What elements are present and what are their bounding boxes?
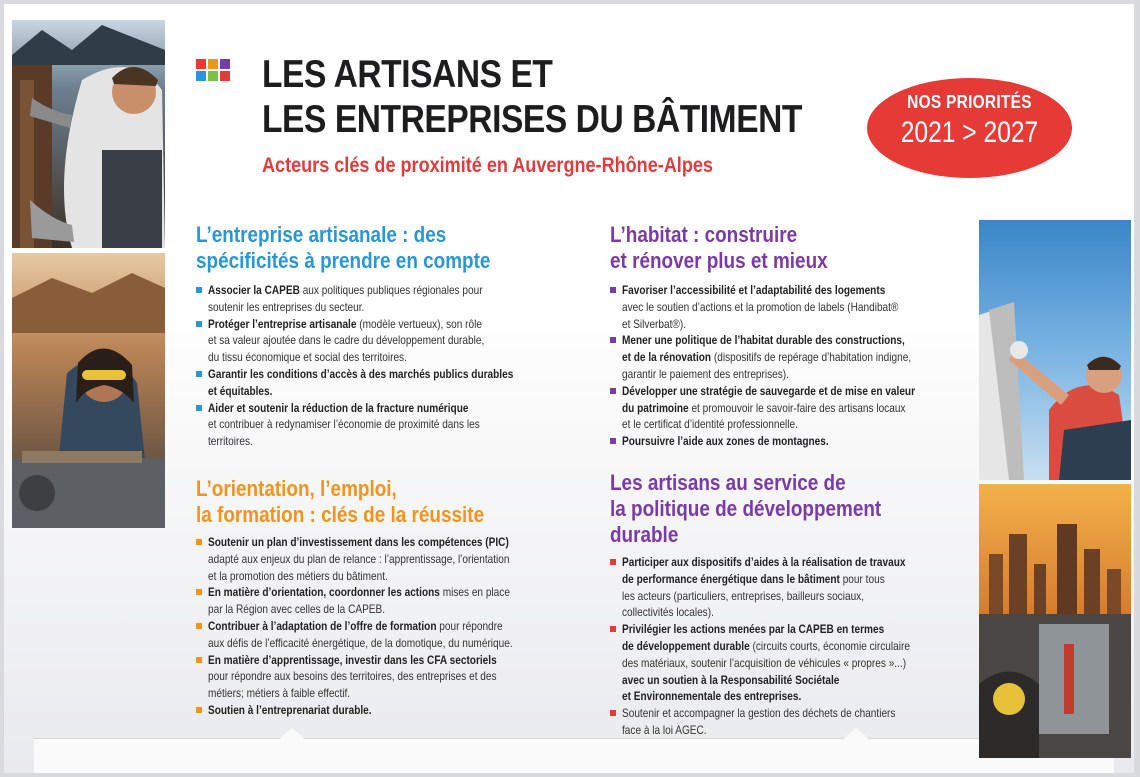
bullet-square-icon (610, 626, 616, 632)
bullet-bold-text: Soutien à l’entreprenariat durable. (208, 702, 372, 717)
bullet-line (610, 588, 965, 605)
photo-city-electrician (979, 484, 1131, 758)
logo-square (220, 71, 230, 81)
page-subtitle: Acteurs clés de proximité en Auvergne-Rhône-Alpes (262, 154, 713, 177)
bullet-line (196, 383, 571, 400)
bullet-line (196, 635, 571, 652)
bullet-text: pour tous (839, 571, 885, 586)
logo-square (208, 71, 218, 81)
bullet-bold-text: de développement durable (622, 638, 750, 653)
bullet-list (196, 282, 571, 450)
bullet-line (610, 722, 965, 739)
bullet-line (610, 332, 971, 349)
photo-carpenter-worker (12, 20, 165, 248)
logo-square (208, 59, 218, 69)
logo-square (220, 59, 230, 69)
bullet-list (196, 534, 571, 719)
bullet-line (196, 601, 571, 618)
bullet-line (196, 618, 571, 635)
bullet-bold-text: Soutenir un plan d’investissement dans les compétences (PIC) (208, 535, 509, 549)
bullet-text: mises en place (439, 585, 510, 600)
bullet-text: et le certificat d’identité professionnelle. (622, 417, 798, 432)
bullet-text: (circuits courts, économie circulaire (749, 638, 910, 653)
page-title: LES ARTISANS ET LES ENTREPRISES DU BÂTIMENT (262, 53, 802, 141)
section-orientation (196, 476, 571, 719)
bullet-line (196, 316, 571, 333)
bullet-line (610, 383, 971, 400)
bullet-line (610, 638, 965, 655)
photo-woman-workshop (12, 253, 165, 528)
bullet-line (610, 366, 971, 383)
section-durable (610, 470, 965, 739)
bullet-text: métiers; métiers à faible effectif. (208, 686, 351, 701)
bullet-line (196, 433, 571, 450)
bullet-line (610, 299, 971, 316)
bullet-text: et Silverbat®). (622, 316, 687, 331)
bullet-line (196, 366, 571, 383)
bullet-text: et sa valeur ajoutée dans le cadre du développement durable, (208, 333, 485, 348)
bullet-bold-text: et équitables. (208, 383, 273, 398)
section-heading: L’habitat : construire et rénover plus et mieux (610, 222, 828, 273)
bullet-text: garantir le paiement des entreprises). (622, 366, 789, 381)
bullet-text: collectivités locales). (622, 605, 714, 620)
badge-years: 2021 > 2027 (900, 116, 1039, 149)
bullet-text: aux défis de l’efficacité énergétique, de la domotique, du numérique. (208, 635, 513, 650)
page-notch-left (278, 728, 306, 740)
bullet-bold-text: Contribuer à l’adaptation de l’offre de formation (208, 618, 437, 633)
bullet-square-icon (610, 337, 616, 343)
bullet-line (610, 621, 965, 638)
bullet-line (196, 702, 571, 719)
bullet-bold-text: avec un soutien à la Responsabilité Sociétale (622, 672, 840, 687)
section-heading: Les artisans au service de la politique de développement durable (610, 470, 882, 547)
bullet-bold-text: Mener une politique de l’habitat durable des constructions, (622, 333, 905, 348)
bullet-line (610, 554, 965, 571)
bullet-square-icon (196, 287, 202, 293)
bullet-square-icon (196, 707, 202, 713)
bullet-square-icon (196, 371, 202, 377)
bullet-bold-text: Poursuivre l’aide aux zones de montagnes. (622, 434, 829, 449)
bullet-bold-text: En matière d’apprentissage, investir dans les CFA sectoriels (208, 652, 497, 667)
priorities-badge (867, 78, 1072, 178)
bullet-line (196, 349, 571, 366)
bullet-square-icon (610, 710, 616, 716)
capeb-logo-icon (196, 59, 244, 83)
bullet-square-icon (610, 559, 616, 565)
bullet-bold-text: Aider et soutenir la réduction de la fracture numérique (208, 400, 469, 415)
bullet-square-icon (196, 623, 202, 629)
section-heading: L’entreprise artisanale : des spécificités à prendre en compte (196, 222, 491, 273)
bullet-list (610, 554, 965, 739)
bullet-line (196, 332, 571, 349)
bullet-line (610, 604, 965, 621)
bullet-line (196, 534, 571, 551)
bullet-bold-text: de performance énergétique dans le bâtiment (622, 571, 840, 586)
bullet-text: soutenir les entreprises du secteur. (208, 299, 365, 314)
bullet-text: et promouvoir le savoir-faire des artisans locaux (688, 400, 906, 415)
section-entreprise (196, 222, 571, 450)
bullet-square-icon (610, 438, 616, 444)
bullet-line (196, 668, 571, 685)
bullet-list (610, 282, 971, 450)
bullet-line (196, 584, 571, 601)
bullet-text: aux politiques publiques régionales pour (299, 283, 483, 297)
bullet-text: (dispositifs de repérage d’habitation indigne, (711, 350, 912, 365)
bullet-bold-text: et Environnementale des entreprises. (622, 689, 802, 704)
bullet-line (610, 316, 971, 333)
bullet-square-icon (610, 287, 616, 293)
bullet-text: pour répondre aux besoins des territoires, des entreprises et des (208, 669, 497, 684)
bullet-text: du tissu économique et social des territoires. (208, 350, 407, 365)
bullet-text: et la promotion des métiers du bâtiment. (208, 568, 388, 583)
bullet-bold-text: Développer une stratégie de sauvegarde et de mise en valeur (622, 383, 916, 398)
bullet-line (610, 688, 965, 705)
bullet-line (610, 400, 971, 417)
bullet-bold-text: Garantir les conditions d’accès à des marchés publics durables (208, 366, 514, 381)
bullet-line (196, 685, 571, 702)
section-habitat (610, 222, 971, 450)
section-heading: L’orientation, l’emploi, la formation : clés de la réussite (196, 476, 485, 527)
bullet-line (196, 416, 571, 433)
bullet-line (196, 282, 571, 299)
bullet-square-icon (196, 405, 202, 411)
bullet-bold-text: Associer la CAPEB (208, 283, 300, 297)
bullet-line (610, 416, 971, 433)
badge-label: NOS PRIORITÉS (907, 92, 1032, 112)
bullet-text: des matériaux, soutenir l’acquisition de véhicules « propres »...) (622, 655, 907, 670)
bullet-bold-text: Participer aux dispositifs d’aides à la réalisation de travaux (622, 555, 906, 569)
bullet-text: et contribuer à redynamiser l’économie de proximité dans les (208, 417, 480, 432)
bullet-line (196, 551, 571, 568)
bullet-text: Soutenir et accompagner la gestion des déchets de chantiers (622, 706, 896, 721)
bullet-text: territoires. (208, 434, 253, 449)
bullet-line (196, 299, 571, 316)
bullet-line (610, 655, 965, 672)
bullet-line (610, 433, 971, 450)
bullet-text: pour répondre (436, 618, 503, 633)
logo-square (196, 71, 206, 81)
bullet-bold-text: Privilégier les actions menées par la CAPEB en termes (622, 622, 885, 637)
bullet-line (610, 571, 965, 588)
bullet-square-icon (196, 321, 202, 327)
bullet-text: face à la loi AGEC. (622, 722, 707, 737)
bullet-text: les acteurs (particuliers, entreprises, bailleurs sociaux, (622, 588, 865, 603)
bottom-strip (34, 738, 1114, 773)
bullet-line (610, 282, 971, 299)
bullet-square-icon (196, 539, 202, 545)
bullet-text: par la Région avec celles de la CAPEB. (208, 602, 386, 617)
bullet-line (610, 705, 965, 722)
bullet-line (196, 400, 571, 417)
bullet-bold-text: et de la rénovation (622, 350, 712, 365)
bullet-line (196, 652, 571, 669)
bullet-line (610, 349, 971, 366)
bullet-text: (modèle vertueux), son rôle (356, 316, 482, 331)
photo-plasterer (979, 220, 1131, 480)
bullet-square-icon (610, 388, 616, 394)
bullet-line (196, 568, 571, 585)
bullet-bold-text: Protéger l’entreprise artisanale (208, 316, 357, 331)
bullet-square-icon (196, 589, 202, 595)
bullet-bold-text: En matière d’orientation, coordonner les actions (208, 585, 440, 600)
bullet-text: adapté aux enjeux du plan de relance : l’apprentissage, l’orientation (208, 551, 510, 566)
bullet-text: avec le soutien d’actions et la promotion de labels (Handibat® (622, 299, 899, 314)
bullet-bold-text: du patrimoine (622, 400, 689, 415)
bullet-square-icon (196, 657, 202, 663)
bullet-line (610, 672, 965, 689)
bullet-bold-text: Favoriser l’accessibilité et l’adaptabilité des logements (622, 283, 886, 297)
logo-square (196, 59, 206, 69)
